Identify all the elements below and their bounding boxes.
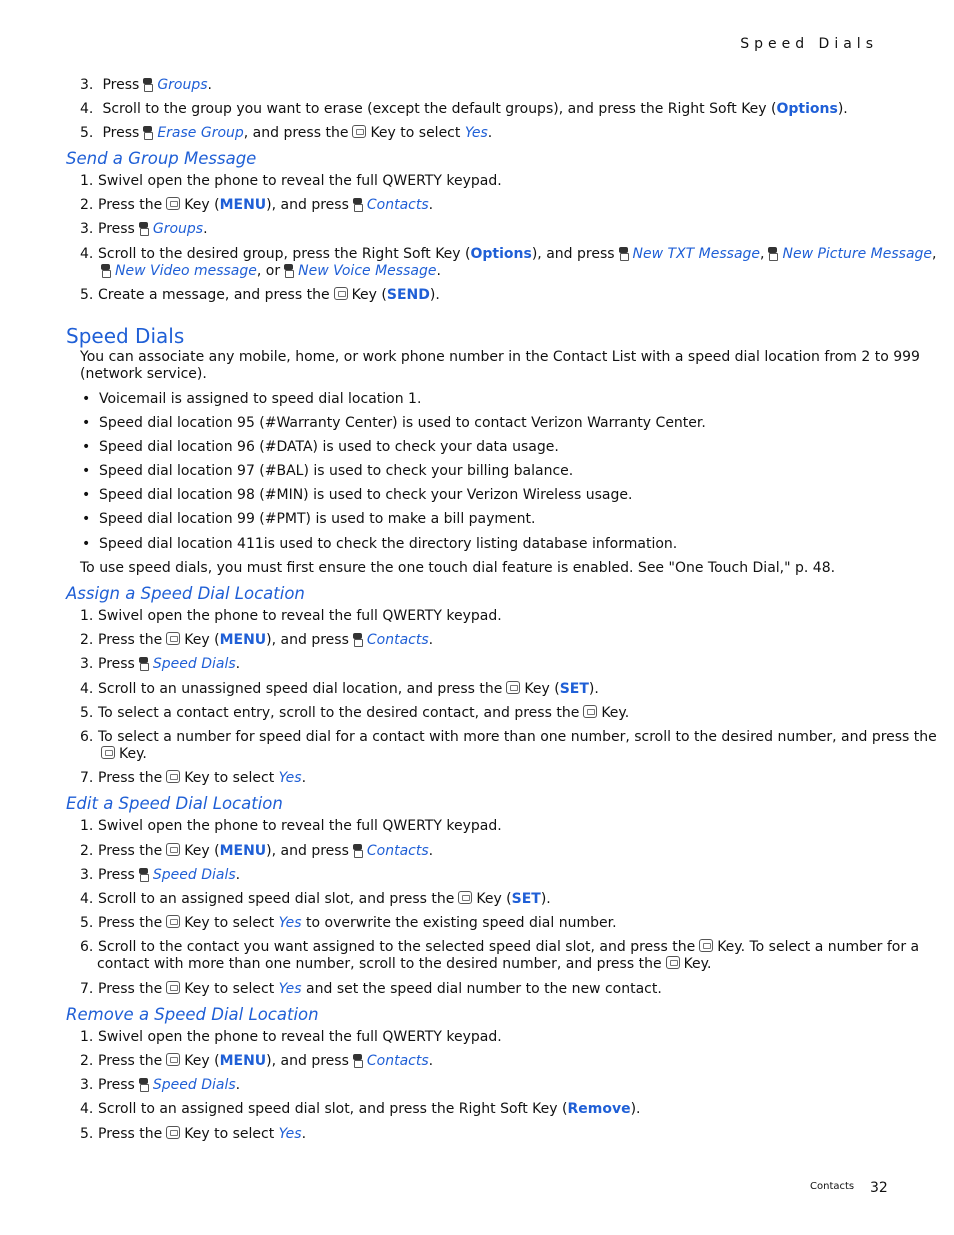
send-step-2: 2. Press the Key (MENU), and press Contacts. [80, 197, 434, 213]
contacts-link[interactable]: Contacts [366, 632, 429, 648]
set-label: SET [511, 891, 541, 907]
menu-key-icon [352, 633, 363, 646]
yes-link[interactable]: Yes [278, 770, 302, 786]
yes-link[interactable]: Yes [464, 125, 488, 141]
ok-key-icon [166, 915, 180, 928]
ok-key-icon [352, 125, 366, 138]
assign-step-6-continued: Key. [97, 746, 147, 763]
menu-label: MENU [219, 1053, 267, 1069]
page-number: 32 [870, 1180, 888, 1196]
assign-step-1: 1. Swivel open the phone to reveal the full QWERTY keypad. [80, 608, 502, 624]
send-label: SEND [386, 287, 430, 303]
contacts-link[interactable]: Contacts [366, 843, 429, 859]
menu-key-icon [138, 657, 149, 670]
edit-step-2: 2. Press the Key (MENU), and press Contacts. [80, 843, 434, 859]
edit-step-6-continued: contact with more than one number, scroll to the desired number, and press the Key. [97, 956, 712, 972]
remove-step-2: 2. Press the Key (MENU), and press Contacts. [80, 1053, 434, 1069]
ok-key-icon [334, 287, 348, 300]
remove-step-5: 5. Press the Key to select Yes. [80, 1126, 307, 1142]
options-key-label: Options [470, 246, 532, 262]
ok-key-icon [166, 1126, 180, 1139]
bullet-item: • Voicemail is assigned to speed dial location 1. [82, 391, 422, 407]
remove-label: Remove [567, 1101, 631, 1117]
send-group-message-heading: Send a Group Message [66, 149, 257, 168]
menu-key-icon [618, 247, 629, 260]
edit-step-6: 6. Scroll to the contact you want assigned to the selected speed dial slot, and press the Key. To select a number for a [80, 939, 920, 955]
bullet-item: • Speed dial location 95 (#Warranty Center) is used to contact Verizon Warranty Center. [82, 415, 706, 431]
speed-dials-note: To use speed dials, you must first ensure the one touch dial feature is enabled. See "One Touch Dial," p. 48. [80, 560, 836, 576]
speed-dials-link[interactable]: Speed Dials [152, 867, 236, 883]
ok-key-icon [166, 843, 180, 856]
menu-key-icon [142, 78, 153, 91]
menu-key-icon [100, 264, 111, 277]
edit-step-1: 1. Swivel open the phone to reveal the full QWERTY keypad. [80, 818, 502, 834]
menu-key-icon [142, 126, 153, 139]
step-4-scroll-group: 4. Scroll to the group you want to erase (except the default groups), and press the Right Soft Key (Options). [80, 101, 848, 117]
yes-link[interactable]: Yes [278, 981, 302, 997]
assign-step-5: 5. To select a contact entry, scroll to the desired contact, and press the Key. [80, 705, 630, 721]
speed-dials-intro-line-2: (network service). [80, 366, 207, 382]
yes-link[interactable]: Yes [278, 1126, 302, 1142]
set-label: SET [559, 681, 589, 697]
send-step-5: 5. Create a message, and press the Key (SEND). [80, 287, 440, 303]
remove-step-1: 1. Swivel open the phone to reveal the full QWERTY keypad. [80, 1029, 502, 1045]
contacts-link[interactable]: Contacts [366, 1053, 429, 1069]
remove-step-3: 3. Press Speed Dials. [80, 1077, 241, 1093]
menu-key-icon [283, 264, 294, 277]
menu-key-icon [138, 868, 149, 881]
menu-label: MENU [219, 197, 267, 213]
ok-key-icon [583, 705, 597, 718]
ok-key-icon [699, 939, 713, 952]
ok-key-icon [166, 632, 180, 645]
options-key-label: Options [776, 101, 838, 117]
assign-step-7: 7. Press the Key to select Yes. [80, 770, 307, 786]
bullet-item: • Speed dial location 97 (#BAL) is used to check your billing balance. [82, 463, 574, 479]
new-txt-message-link[interactable]: New TXT Message [632, 246, 761, 262]
ok-key-icon [166, 770, 180, 783]
ok-key-icon [458, 891, 472, 904]
assign-step-6: 6. To select a number for speed dial for a contact with more than one number, scroll to the desired number, and press the [80, 729, 937, 745]
ok-key-icon [166, 197, 180, 210]
edit-step-5: 5. Press the Key to select Yes to overwrite the existing speed dial number. [80, 915, 617, 931]
yes-link[interactable]: Yes [278, 915, 302, 931]
step-3-press-groups: 3. Press Groups. [80, 77, 212, 93]
assign-speed-dial-heading: Assign a Speed Dial Location [66, 584, 305, 603]
bullet-item: • Speed dial location 96 (#DATA) is used to check your data usage. [82, 439, 559, 455]
speed-dials-heading: Speed Dials [66, 324, 185, 348]
edit-step-3: 3. Press Speed Dials. [80, 867, 241, 883]
speed-dials-link[interactable]: Speed Dials [152, 656, 236, 672]
edit-step-4: 4. Scroll to an assigned speed dial slot, and press the Key (SET). [80, 891, 551, 907]
send-step-1: 1. Swivel open the phone to reveal the full QWERTY keypad. [80, 173, 502, 189]
ok-key-icon [166, 1053, 180, 1066]
menu-key-icon [138, 222, 149, 235]
menu-key-icon [352, 1054, 363, 1067]
ok-key-icon [506, 681, 520, 694]
menu-label: MENU [219, 632, 267, 648]
edit-step-7: 7. Press the Key to select Yes and set the speed dial number to the new contact. [80, 981, 662, 997]
new-voice-message-link[interactable]: New Voice Message [298, 263, 437, 279]
running-header: Speed Dials [740, 36, 878, 52]
menu-key-icon [352, 198, 363, 211]
groups-link[interactable]: Groups [152, 221, 204, 237]
erase-group-link[interactable]: Erase Group [157, 125, 244, 141]
send-step-4-continued: New Video message, or New Voice Message. [97, 263, 441, 280]
step-5-erase-group: 5. Press Erase Group, and press the Key to select Yes. [80, 125, 493, 141]
assign-step-4: 4. Scroll to an unassigned speed dial location, and press the Key (SET). [80, 681, 599, 697]
contacts-link[interactable]: Contacts [366, 197, 429, 213]
menu-key-icon [352, 844, 363, 857]
groups-link[interactable]: Groups [157, 77, 208, 93]
assign-step-3: 3. Press Speed Dials. [80, 656, 241, 672]
send-step-3: 3. Press Groups. [80, 221, 208, 237]
edit-speed-dial-heading: Edit a Speed Dial Location [66, 794, 283, 813]
new-picture-message-link[interactable]: New Picture Message [782, 246, 933, 262]
remove-speed-dial-heading: Remove a Speed Dial Location [66, 1005, 319, 1024]
footer-section-label: Contacts [810, 1181, 855, 1192]
menu-label: MENU [219, 843, 267, 859]
send-step-4: 4. Scroll to the desired group, press the Right Soft Key (Options), and press New TXT Message, New Picture Message, [80, 246, 937, 262]
speed-dials-intro-line-1: You can associate any mobile, home, or work phone number in the Contact List with a speed dial location from 2 to 999 [80, 349, 920, 365]
ok-key-icon [101, 746, 115, 759]
remove-step-4: 4. Scroll to an assigned speed dial slot, and press the Right Soft Key (Remove). [80, 1101, 641, 1117]
menu-key-icon [767, 247, 778, 260]
menu-key-icon [138, 1078, 149, 1091]
bullet-item: • Speed dial location 411is used to check the directory listing database information. [82, 536, 678, 552]
bullet-item: • Speed dial location 98 (#MIN) is used to check your Verizon Wireless usage. [82, 487, 633, 503]
ok-key-icon [666, 956, 680, 969]
assign-step-2: 2. Press the Key (MENU), and press Contacts. [80, 632, 434, 648]
speed-dials-link[interactable]: Speed Dials [152, 1077, 236, 1093]
bullet-item: • Speed dial location 99 (#PMT) is used to make a bill payment. [82, 511, 536, 527]
ok-key-icon [166, 981, 180, 994]
new-video-message-link[interactable]: New Video message [115, 263, 257, 279]
